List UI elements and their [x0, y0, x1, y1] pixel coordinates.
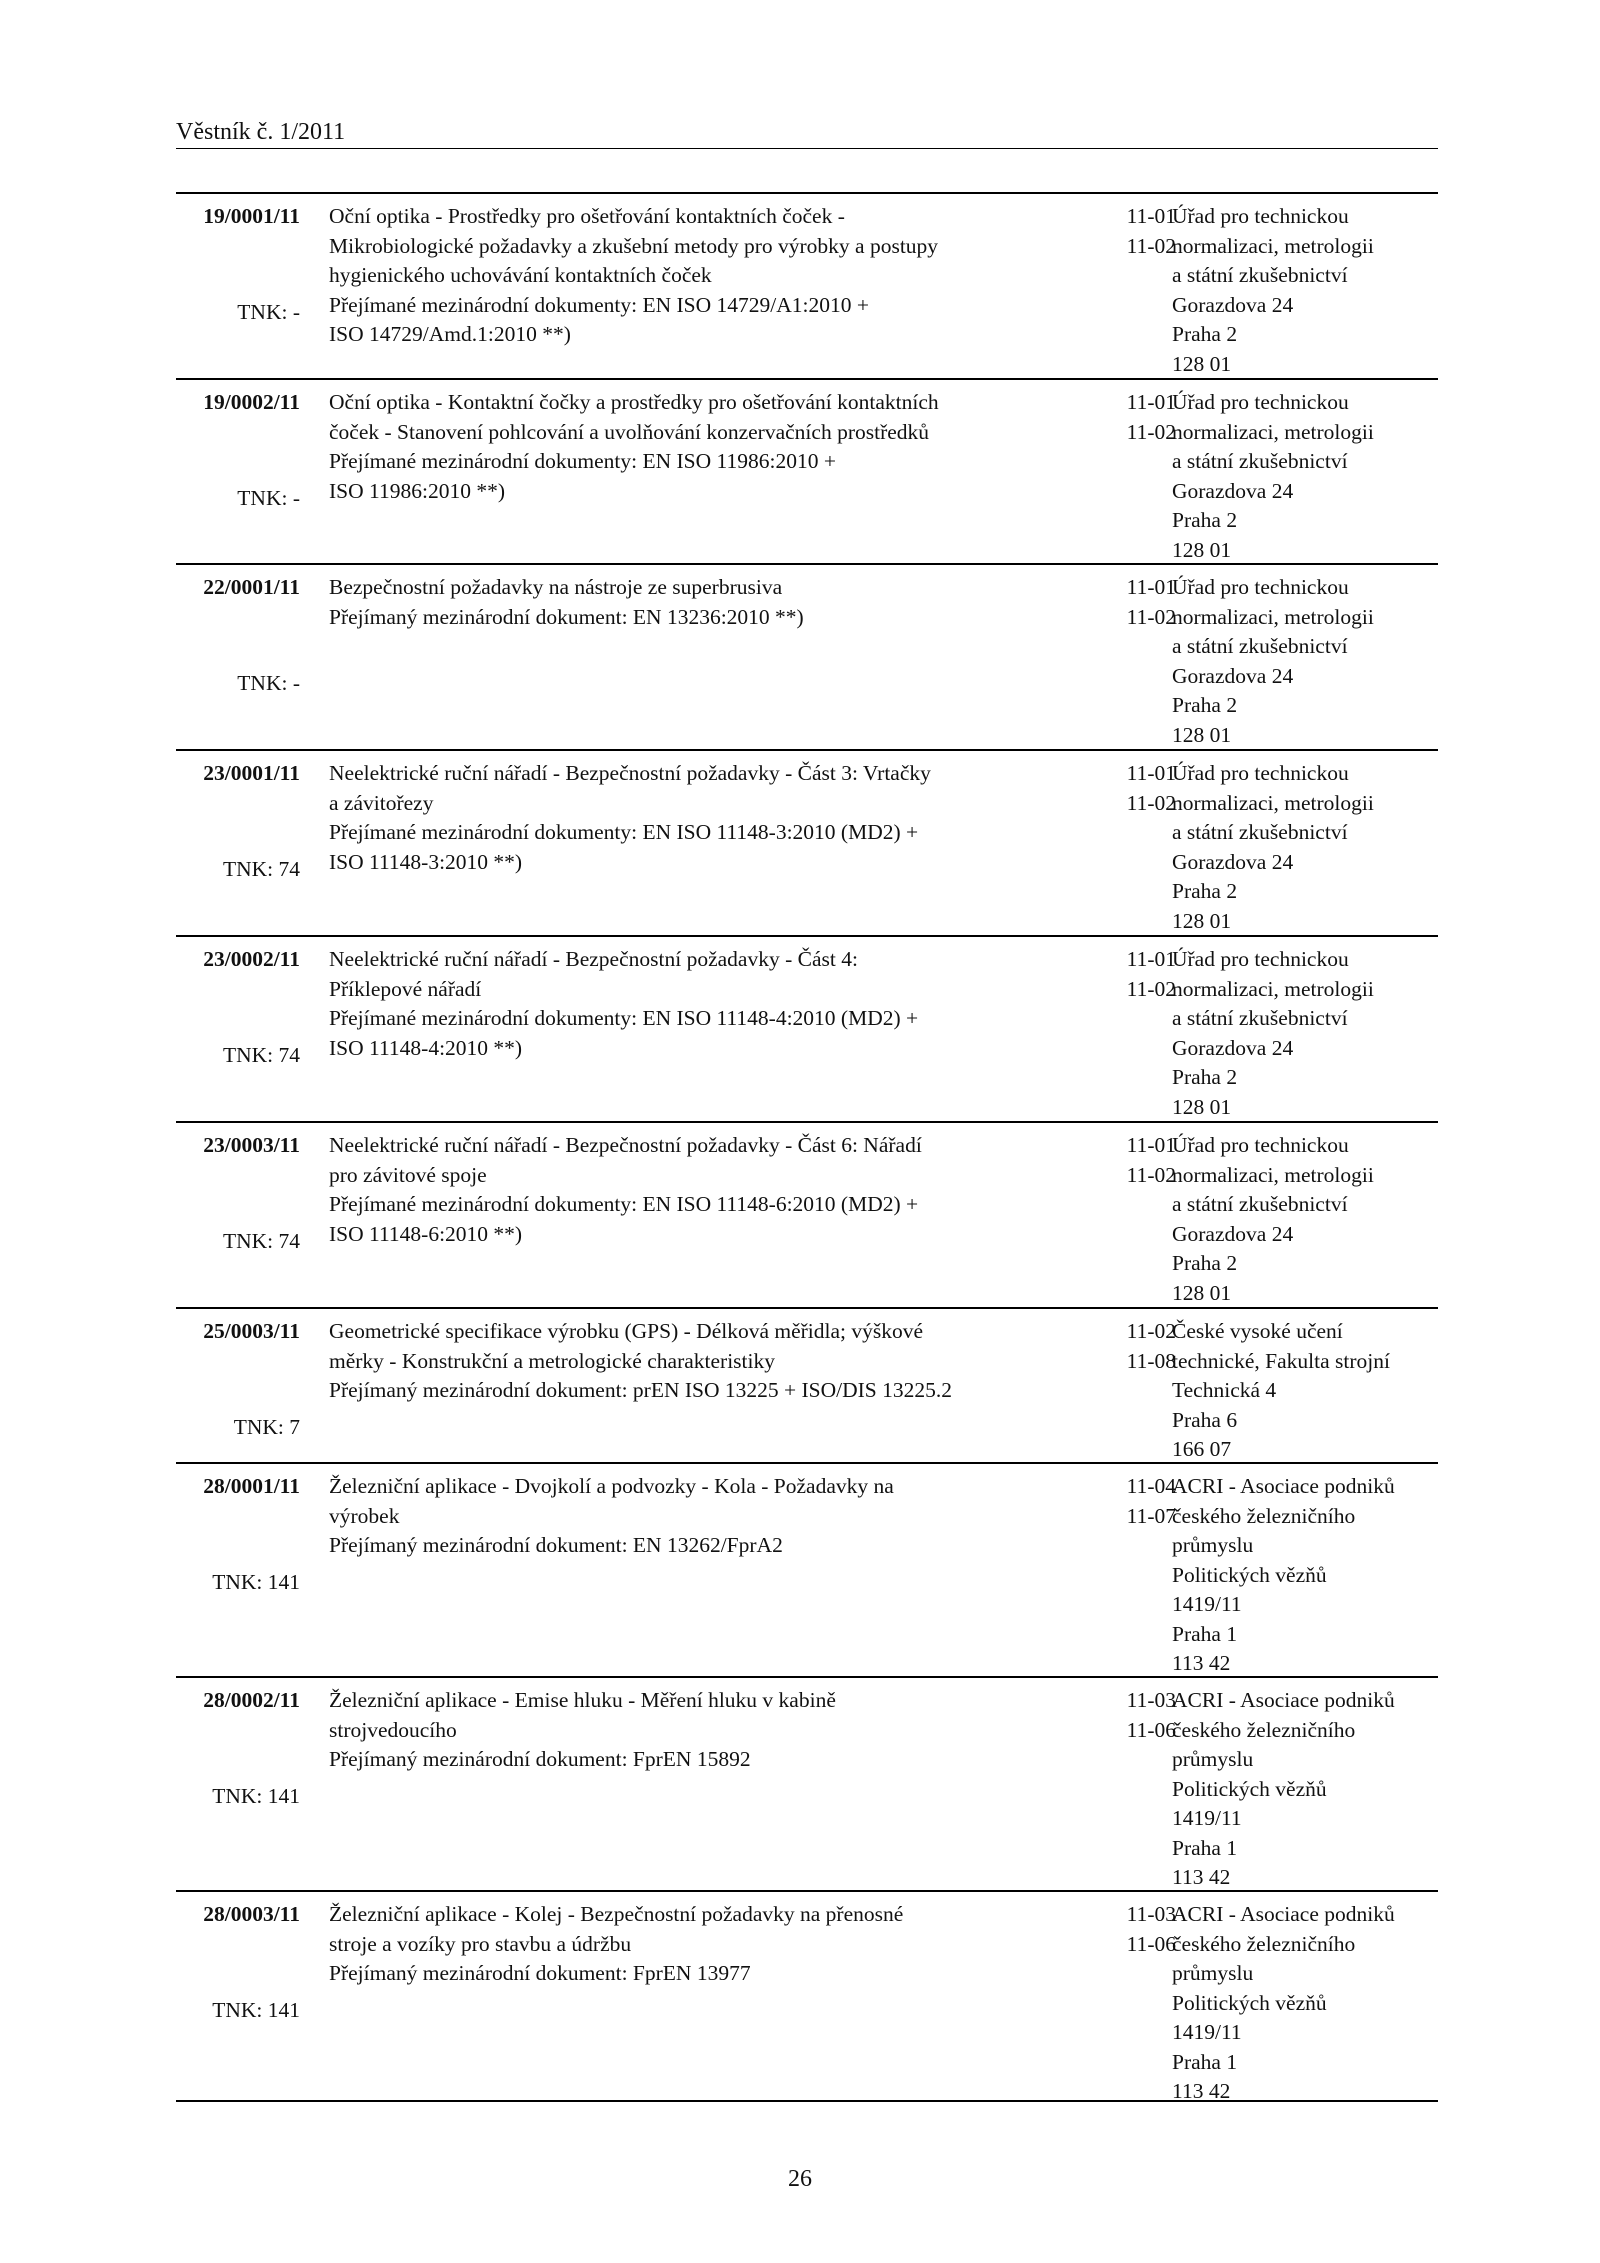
address-line: 128 01 — [1172, 1280, 1232, 1305]
description-line: Přejímané mezinárodní dokumenty: EN ISO 11986:2010 + — [329, 449, 836, 473]
table-row — [176, 378, 1438, 563]
address-line: 128 01 — [1172, 908, 1232, 933]
description-line: stroje a vozíky pro stavbu a údržbu — [329, 1931, 632, 1956]
description-line: ISO 11986:2010 **) — [329, 478, 505, 503]
address-line: Úřad pro technickou — [1172, 204, 1349, 228]
record-id-cell — [176, 759, 300, 935]
date-code: 11-03 — [1126, 1688, 1176, 1712]
address-line: a státní zkušebnictví — [1172, 263, 1348, 287]
date-code: 11-01 — [1126, 575, 1176, 599]
description-line: ISO 14729/Amd.1:2010 **) — [329, 322, 571, 346]
address-line: Praha 2 — [1172, 879, 1238, 903]
address-line: Gorazdova 24 — [1172, 1221, 1294, 1246]
address-line: normalizaci, metrologii — [1172, 604, 1374, 629]
description-line: Mikrobiologické požadavky a zkušební metody pro výrobky a postupy — [329, 233, 939, 258]
address-line: Gorazdova 24 — [1172, 1035, 1294, 1060]
date-code: 11-01 — [1126, 390, 1176, 414]
date-code: 11-02 — [1126, 419, 1176, 444]
date-code: 11-06 — [1126, 1717, 1176, 1742]
record-id-cell — [176, 1472, 300, 1676]
date-code: 11-07 — [1126, 1503, 1176, 1528]
address-line: 128 01 — [1172, 1094, 1232, 1119]
address-line: 113 42 — [1172, 1865, 1231, 1889]
description-line: Železniční aplikace - Emise hluku - Měření hluku v kabině — [329, 1688, 836, 1712]
record-id-cell — [176, 202, 300, 378]
record-address — [1172, 1472, 1442, 1679]
description-line: Příklepové nářadí — [329, 976, 482, 1001]
description-line: hygienického uchovávání kontaktních čoček — [329, 263, 712, 287]
address-line: Úřad pro technickou — [1172, 947, 1349, 971]
address-line: průmyslu — [1172, 1533, 1254, 1557]
description-line: Přejímané mezinárodní dokumenty: EN ISO 11148-4:2010 (MD2) + — [329, 1006, 919, 1030]
record-id-cell — [176, 1686, 300, 1890]
description-line: Přejímané mezinárodní dokumenty: EN ISO 11148-3:2010 (MD2) + — [329, 820, 919, 844]
address-line: Praha 1 — [1172, 1621, 1238, 1646]
date-code: 11-02 — [1126, 1162, 1176, 1187]
record-dates — [1056, 1686, 1176, 1745]
record-address — [1172, 1900, 1442, 2107]
description-line: Neelektrické ruční nářadí - Bezpečnostní požadavky - Část 6: Nářadí — [329, 1133, 922, 1157]
address-line: Praha 1 — [1172, 1835, 1238, 1860]
address-line: technické, Fakulta strojní — [1172, 1348, 1390, 1373]
description-line: Neelektrické ruční nářadí - Bezpečnostní požadavky - Část 3: Vrtačky — [329, 761, 931, 785]
date-code: 11-02 — [1126, 790, 1176, 815]
record-number: 22/0001/11 — [203, 575, 300, 599]
address-line: Úřad pro technickou — [1172, 575, 1349, 599]
description-line: Neelektrické ruční nářadí - Bezpečnostní požadavky - Část 4: — [329, 947, 858, 971]
date-code: 11-03 — [1126, 1902, 1176, 1926]
record-number: 23/0001/11 — [203, 761, 300, 785]
address-line: českého železničního — [1172, 1931, 1356, 1956]
description-line: Bezpečnostní požadavky na nástroje ze superbrusiva — [329, 575, 783, 599]
table-row — [176, 749, 1438, 935]
description-line: Železniční aplikace - Kolej - Bezpečnostní požadavky na přenosné — [329, 1902, 904, 1926]
address-line: ACRI - Asociace podniků — [1172, 1474, 1395, 1498]
description-line: ISO 11148-6:2010 **) — [329, 1221, 523, 1246]
record-id-cell — [176, 1317, 300, 1462]
address-line: Praha 6 — [1172, 1407, 1238, 1432]
description-line: Přejímaný mezinárodní dokument: prEN ISO 13225 + ISO/DIS 13225.2 — [329, 1378, 953, 1402]
record-number: 28/0002/11 — [203, 1688, 300, 1712]
address-line: a státní zkušebnictví — [1172, 820, 1348, 844]
address-line: Gorazdova 24 — [1172, 478, 1294, 503]
address-line: českého železničního — [1172, 1717, 1356, 1742]
date-code: 11-01 — [1126, 1133, 1176, 1157]
description-line: Přejímaný mezinárodní dokument: EN 13262/FprA2 — [329, 1533, 783, 1557]
description-line: Železniční aplikace - Dvojkolí a podvozky - Kola - Požadavky na — [329, 1474, 894, 1498]
record-address — [1172, 945, 1442, 1122]
record-dates — [1056, 1317, 1176, 1376]
date-code: 11-01 — [1126, 761, 1176, 785]
record-dates — [1056, 388, 1176, 447]
record-dates — [1056, 1900, 1176, 1959]
record-address — [1172, 759, 1442, 936]
address-line: normalizaci, metrologii — [1172, 1162, 1374, 1187]
address-line: ACRI - Asociace podniků — [1172, 1688, 1395, 1712]
address-line: 1419/11 — [1172, 1592, 1242, 1616]
description-line: Geometrické specifikace výrobku (GPS) - Délková měřidla; výškové — [329, 1319, 924, 1343]
record-dates — [1056, 1131, 1176, 1190]
record-number: 19/0001/11 — [203, 204, 300, 228]
record-tnk: TNK: 141 — [212, 1570, 300, 1594]
address-line: normalizaci, metrologii — [1172, 790, 1374, 815]
address-line: Úřad pro technickou — [1172, 390, 1349, 414]
address-line: a státní zkušebnictví — [1172, 1006, 1348, 1030]
record-tnk: TNK: 7 — [233, 1415, 300, 1439]
address-line: České vysoké učení — [1172, 1319, 1343, 1343]
record-tnk: TNK: 74 — [222, 1043, 300, 1067]
record-dates — [1056, 759, 1176, 818]
address-line: 1419/11 — [1172, 2020, 1242, 2044]
table-row — [176, 1307, 1438, 1462]
address-line: Politických vězňů — [1172, 1990, 1327, 2015]
address-line: Praha 2 — [1172, 1251, 1238, 1275]
address-line: Praha 2 — [1172, 693, 1238, 717]
record-dates — [1056, 945, 1176, 1004]
address-line: 128 01 — [1172, 351, 1232, 376]
date-code: 11-02 — [1126, 976, 1176, 1001]
table-row — [176, 1890, 1438, 2102]
records-table — [176, 192, 1438, 2102]
address-line: Praha 2 — [1172, 1065, 1238, 1089]
record-dates — [1056, 1472, 1176, 1531]
address-line: Gorazdova 24 — [1172, 663, 1294, 688]
description-line: Přejímané mezinárodní dokumenty: EN ISO 14729/A1:2010 + — [329, 292, 869, 317]
address-line: Gorazdova 24 — [1172, 292, 1294, 317]
header-title: Věstník č. 1/2011 — [176, 119, 346, 145]
address-line: 128 01 — [1172, 722, 1232, 747]
date-code: 11-06 — [1126, 1931, 1176, 1956]
table-row — [176, 935, 1438, 1121]
table-row — [176, 1676, 1438, 1890]
address-line: a státní zkušebnictví — [1172, 449, 1348, 473]
address-line: Praha 2 — [1172, 322, 1238, 346]
date-code: 11-01 — [1126, 947, 1176, 971]
address-line: Úřad pro technickou — [1172, 761, 1349, 785]
record-tnk: TNK: - — [237, 300, 300, 324]
address-line: 1419/11 — [1172, 1806, 1242, 1830]
address-line: Praha 2 — [1172, 508, 1238, 532]
page-header — [176, 112, 1438, 149]
description-line: ISO 11148-3:2010 **) — [329, 849, 523, 874]
address-line: 166 07 — [1172, 1437, 1232, 1461]
address-line: a státní zkušebnictví — [1172, 1192, 1348, 1216]
description-line: čoček - Stanovení pohlcování a uvolňování konzervačních prostředků — [329, 419, 930, 444]
record-dates — [1056, 573, 1176, 632]
description-line: Přejímané mezinárodní dokumenty: EN ISO 11148-6:2010 (MD2) + — [329, 1192, 919, 1216]
date-code: 11-04 — [1126, 1474, 1176, 1498]
record-address — [1172, 1131, 1442, 1308]
description-line: měrky - Konstrukční a metrologické charakteristiky — [329, 1348, 775, 1373]
record-id-cell — [176, 388, 300, 563]
description-line: strojvedoucího — [329, 1717, 457, 1742]
record-tnk: TNK: 74 — [222, 857, 300, 881]
record-address — [1172, 388, 1442, 565]
record-tnk: TNK: 141 — [212, 1998, 300, 2022]
date-code: 11-08 — [1126, 1348, 1176, 1373]
address-line: 113 42 — [1172, 1651, 1231, 1675]
page-number: 26 — [788, 2166, 812, 2192]
record-tnk: TNK: 141 — [212, 1784, 300, 1808]
record-tnk: TNK: - — [237, 671, 300, 695]
record-address — [1172, 202, 1442, 379]
record-address — [1172, 573, 1442, 750]
description-line: Přejímaný mezinárodní dokument: EN 13236:2010 **) — [329, 604, 804, 629]
address-line: 113 42 — [1172, 2079, 1231, 2103]
address-line: průmyslu — [1172, 1747, 1254, 1771]
date-code: 11-02 — [1126, 1319, 1176, 1343]
address-line: normalizaci, metrologii — [1172, 233, 1374, 258]
address-line: Gorazdova 24 — [1172, 849, 1294, 874]
record-id-cell — [176, 1131, 300, 1307]
description-line: Oční optika - Prostředky pro ošetřování kontaktních čoček - — [329, 204, 845, 228]
table-row — [176, 1121, 1438, 1307]
record-id-cell — [176, 945, 300, 1121]
record-dates — [1056, 202, 1176, 261]
description-line: Přejímaný mezinárodní dokument: FprEN 13977 — [329, 1961, 751, 1985]
address-line: průmyslu — [1172, 1961, 1254, 1985]
address-line: Politických vězňů — [1172, 1776, 1327, 1801]
record-number: 28/0001/11 — [203, 1474, 300, 1498]
table-row — [176, 563, 1438, 749]
description-line: a závitořezy — [329, 790, 434, 815]
description-line: Oční optika - Kontaktní čočky a prostředky pro ošetřování kontaktních — [329, 390, 939, 414]
address-line: ACRI - Asociace podniků — [1172, 1902, 1395, 1926]
table-row — [176, 192, 1438, 378]
record-number: 25/0003/11 — [203, 1319, 300, 1343]
record-number: 19/0002/11 — [203, 390, 300, 414]
address-line: normalizaci, metrologii — [1172, 976, 1374, 1001]
record-id-cell — [176, 1900, 300, 2102]
record-address — [1172, 1317, 1442, 1465]
date-code: 11-01 — [1126, 204, 1176, 228]
record-address — [1172, 1686, 1442, 1893]
record-number: 28/0003/11 — [203, 1902, 300, 1926]
address-line: českého železničního — [1172, 1503, 1356, 1528]
record-number: 23/0002/11 — [203, 947, 300, 971]
description-line: pro závitové spoje — [329, 1162, 487, 1187]
address-line: normalizaci, metrologii — [1172, 419, 1374, 444]
date-code: 11-02 — [1126, 233, 1176, 258]
record-id-cell — [176, 573, 300, 749]
address-line: Úřad pro technickou — [1172, 1133, 1349, 1157]
address-line: 128 01 — [1172, 537, 1232, 562]
description-line: výrobek — [329, 1503, 400, 1528]
description-line: ISO 11148-4:2010 **) — [329, 1035, 523, 1060]
address-line: a státní zkušebnictví — [1172, 634, 1348, 658]
description-line: Přejímaný mezinárodní dokument: FprEN 15892 — [329, 1747, 751, 1771]
table-row — [176, 1462, 1438, 1676]
address-line: Praha 1 — [1172, 2049, 1238, 2074]
record-number: 23/0003/11 — [203, 1133, 300, 1157]
address-line: Technická 4 — [1172, 1378, 1277, 1402]
record-tnk: TNK: 74 — [222, 1229, 300, 1253]
date-code: 11-02 — [1126, 604, 1176, 629]
record-tnk: TNK: - — [237, 486, 300, 510]
address-line: Politických vězňů — [1172, 1562, 1327, 1587]
